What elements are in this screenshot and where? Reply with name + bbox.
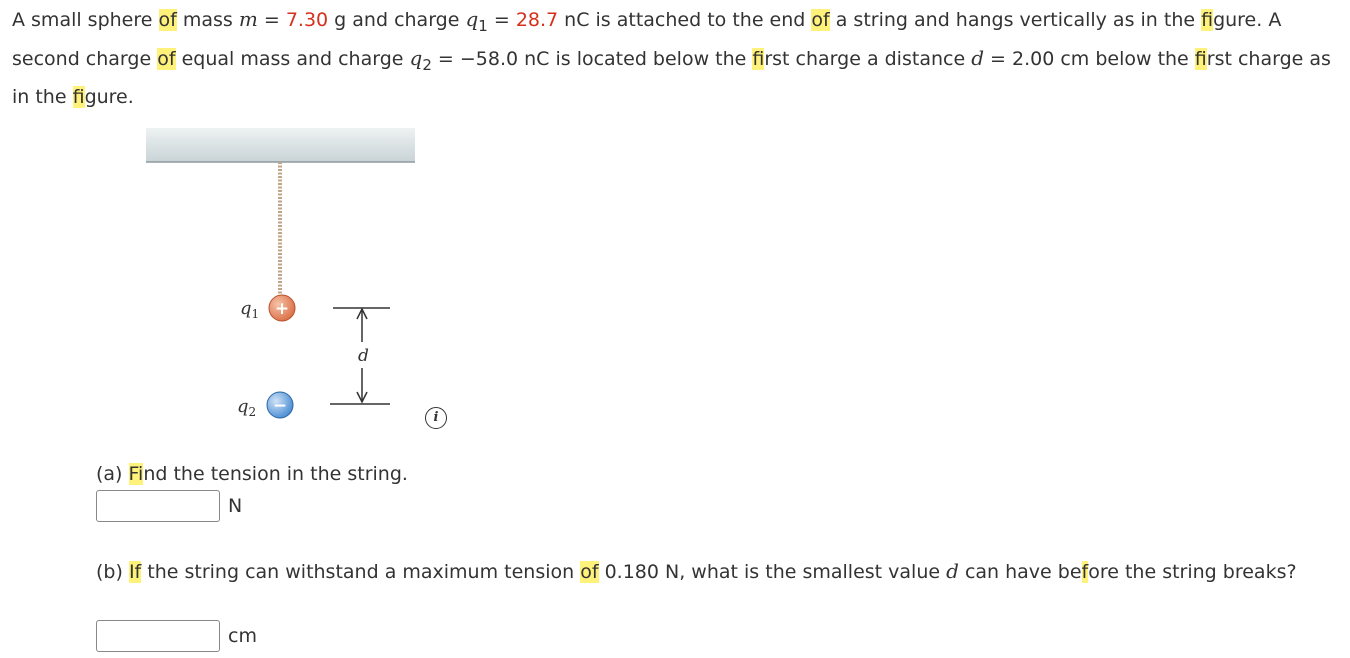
part-a-answer-row: [96, 490, 242, 522]
part-a-question: (a) Find the tension in the string.: [96, 463, 408, 485]
pendulum-figure: [140, 124, 470, 444]
mass-value: 7.30: [285, 9, 329, 31]
tension-input[interactable]: [96, 490, 220, 522]
figure-svg: [140, 124, 470, 444]
plus-sign: +: [274, 299, 290, 319]
positive-charge-sphere: [269, 295, 295, 321]
distance-label: d: [358, 346, 369, 366]
distance-unit: cm: [228, 625, 257, 647]
part-b-question: (b) If the string can withstand a maximum tension of 0.180 N, what is the smallest value d can have before the string breaks?: [96, 559, 1297, 583]
minus-sign: −: [272, 396, 288, 416]
problem-statement: A small sphere of mass m = 7.30 g and charge $q_1 = 28.7$ nC is attached to the end of a string and hangs vertically as in the figure. A second charge of equal mass and charge $q_2 = -58.0$ nC is located below the first charge a distance d = 2.00 cm below the first charge as in the figure.: [12, 7, 1331, 108]
ceiling: [146, 128, 415, 162]
q2-label: $q_2$: [237, 396, 257, 419]
part-b-answer-row: [96, 620, 257, 652]
q1-value: 28.7: [515, 9, 559, 31]
tension-unit: N: [228, 495, 243, 517]
negative-charge-sphere: [267, 392, 293, 418]
distance-input[interactable]: [96, 620, 220, 652]
q1-label: $q_1$: [240, 298, 260, 321]
info-icon[interactable]: i: [425, 407, 447, 429]
